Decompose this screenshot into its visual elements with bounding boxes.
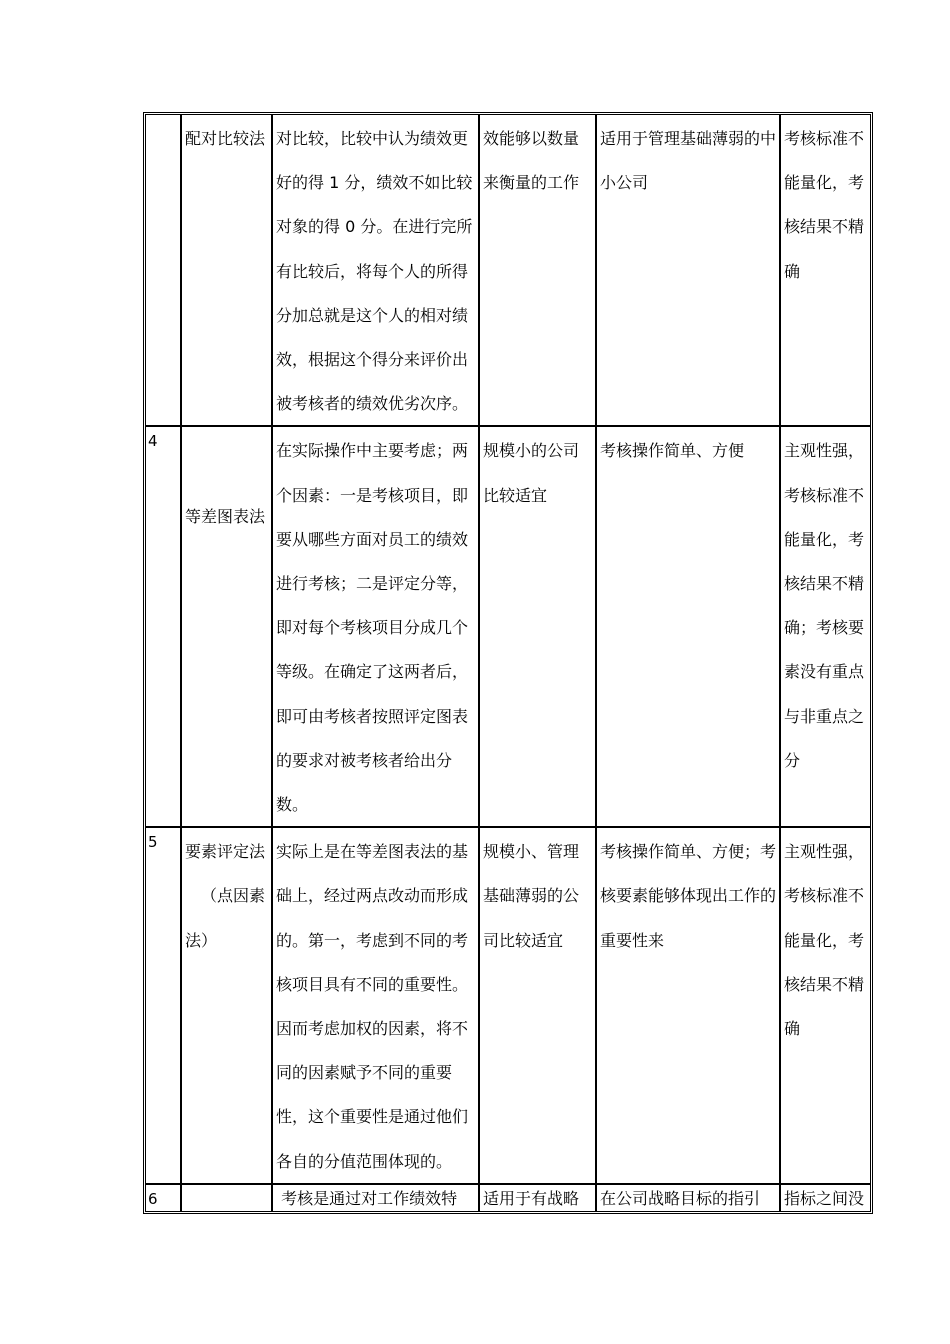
table-row — [146, 115, 870, 427]
applicable-scope-cell — [480, 427, 597, 828]
disadvantage-cell — [781, 115, 870, 427]
advantage: 适用于管理基础薄弱的中小公司 — [600, 129, 777, 193]
method-description-cell — [273, 828, 480, 1185]
method-description-cell — [273, 427, 480, 828]
applicable-scope: 规模小的公司比较适宜 — [483, 441, 580, 505]
method-description: 实际上是在等差图表法的基础上，经过两点改动而形成的。第一，考虑到不同的考核项目具有不同的重要性。因而考虑加权的因素，将不同的因素赋予不同的重要性，这个重要性是通过他们各自的分值范围体现的。 — [276, 842, 469, 1171]
disadvantage: 主观性强，考核标准不能量化，考核结果不精确 — [784, 842, 865, 1039]
advantage: 在公司战略目标的指引 — [600, 1188, 761, 1208]
row-number: 4 — [146, 427, 182, 828]
method-name-cell — [182, 828, 273, 1185]
method-name-cell — [182, 115, 273, 427]
row-number: 5 — [146, 828, 182, 1185]
table-row — [146, 828, 870, 1185]
disadvantage: 指标之间没 — [784, 1188, 865, 1208]
method-description: 对比较，比较中认为绩效更好的得 1 分，绩效不如比较对象的得 0 分。在进行完所有比较后，将每个人的所得分加总就是这个人的相对绩效，根据这个得分来评价出被考核者的绩效优劣次序。 — [276, 129, 473, 414]
method-description-cell — [273, 115, 480, 427]
disadvantage-cell — [781, 1185, 870, 1211]
applicable-scope: 规模小、管理基础薄弱的公司比较适宜 — [483, 842, 580, 950]
evaluation-methods-table — [145, 114, 871, 1212]
disadvantage: 考核标准不能量化，考核结果不精确 — [784, 129, 865, 281]
advantage-cell — [597, 427, 781, 828]
applicable-scope: 适用于有战略 — [483, 1188, 580, 1208]
disadvantage-cell — [781, 427, 870, 828]
advantage-cell — [597, 1185, 781, 1211]
method-name-line-3: 法） — [185, 930, 218, 950]
disadvantage-cell — [781, 828, 870, 1185]
method-name: 配对比较法 — [185, 129, 266, 148]
method-description: 在实际操作中主要考虑；两个因素：一是考核项目，即要从哪些方面对员工的绩效进行考核；二是评定分等，即对每个考核项目分成几个等级。在确定了这两者后，即可由考核者按照评定图表的要求对被考核者给出分数。 — [276, 441, 469, 815]
table-row — [146, 427, 870, 828]
applicable-scope-cell — [480, 1185, 597, 1211]
method-name-cell — [182, 1185, 273, 1211]
row-number — [146, 115, 182, 427]
applicable-scope: 效能够以数量来衡量的工作 — [483, 129, 580, 193]
table-row — [146, 1185, 870, 1211]
method-name-line-2: （点因素 — [201, 886, 266, 906]
advantage: 考核操作简单、方便 — [600, 441, 745, 461]
method-name-cell — [182, 427, 273, 828]
advantage-cell — [597, 828, 781, 1185]
advantage-cell — [597, 115, 781, 427]
applicable-scope-cell — [480, 115, 597, 427]
row-number: 6 — [146, 1185, 182, 1211]
method-description-cell — [273, 1185, 480, 1211]
method-name: 等差图表法 — [185, 507, 266, 527]
method-name-line-1: 要素评定法 — [185, 842, 266, 862]
method-description: 考核是通过对工作绩效特 — [276, 1188, 458, 1208]
advantage: 考核操作简单、方便；考核要素能够体现出工作的重要性来 — [600, 842, 777, 950]
disadvantage: 主观性强，考核标准不能量化，考核结果不精确；考核要素没有重点与非重点之分 — [784, 441, 865, 770]
applicable-scope-cell — [480, 828, 597, 1185]
